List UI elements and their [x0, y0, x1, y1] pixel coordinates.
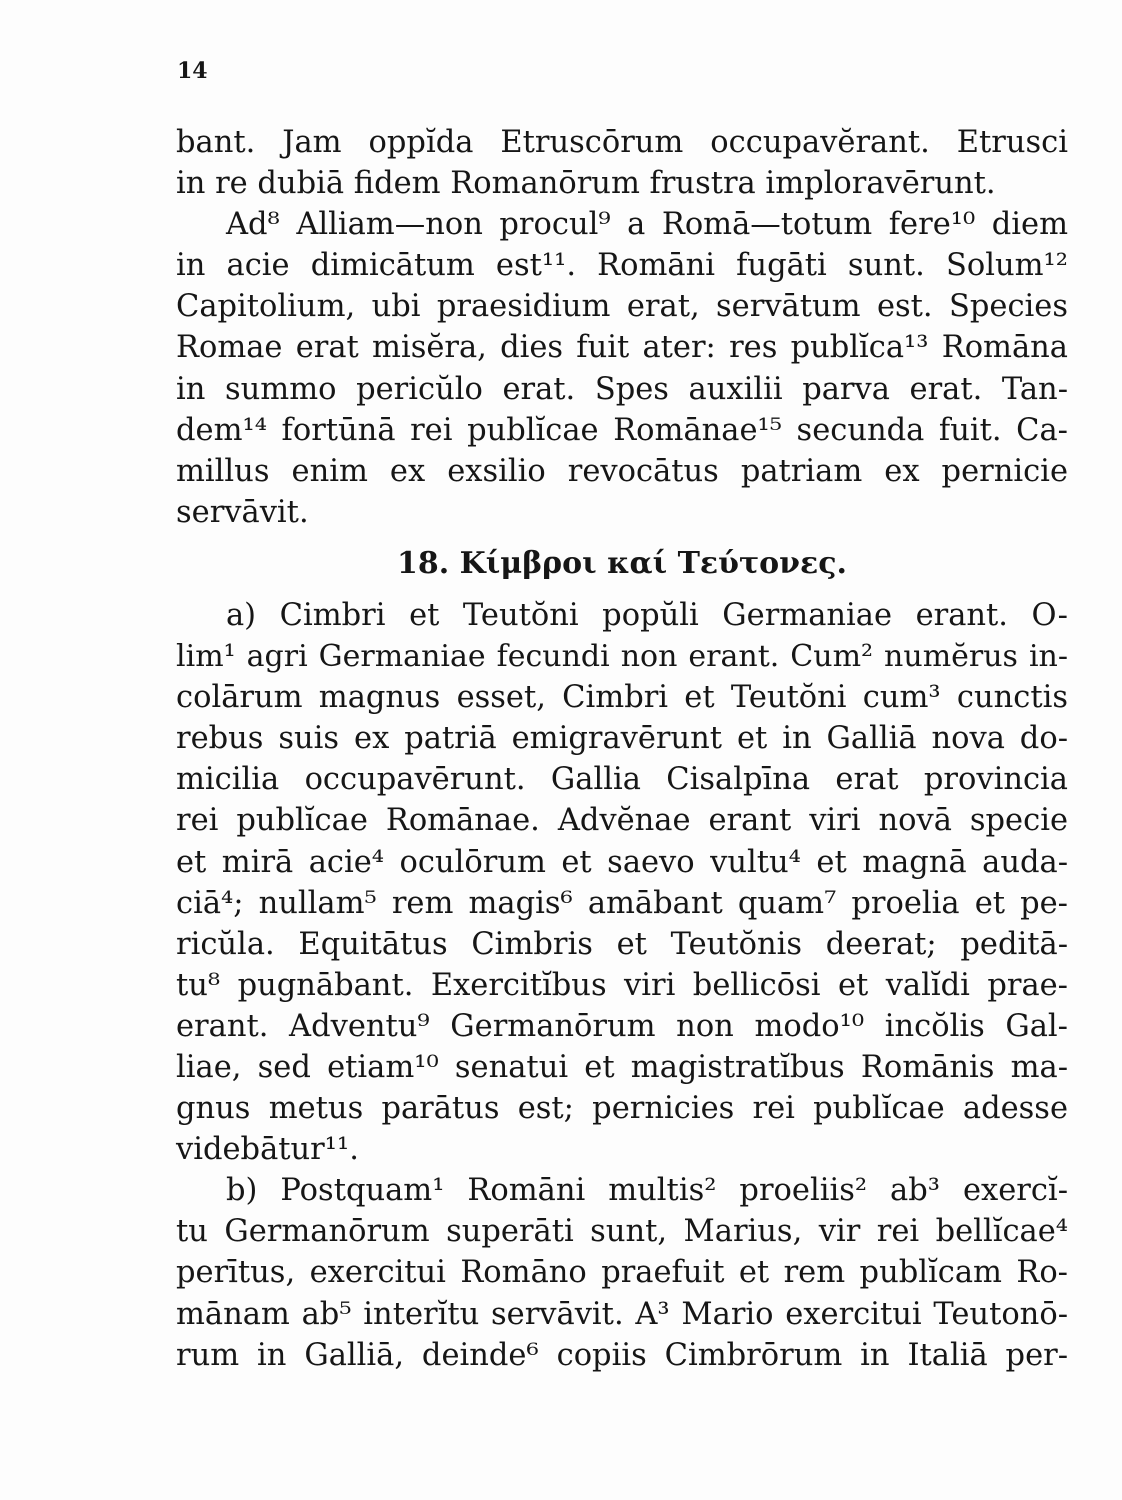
text-line: liae, sed etiam¹⁰ senatui et magistratĭbus Romānis ma-	[176, 1049, 1068, 1085]
text-line: Capitolium, ubi praesidium erat, servātum est. Species	[176, 289, 1068, 325]
text-line: rebus suis ex patriā emigravērunt et in Galliā nova do-	[176, 721, 1068, 757]
text-line: erant. Adventu⁹ Germanōrum non modo¹⁰ incŏlis Gal-	[176, 1008, 1068, 1044]
text-line: Ad⁸ Alliam—non procul⁹ a Romā—totum fere¹⁰ diem	[226, 207, 1068, 243]
text-line: perītus, exercitui Romāno praefuit et rem publĭcam Ro-	[176, 1255, 1068, 1291]
text-line: videbātur¹¹.	[176, 1132, 359, 1168]
section-title: 18. Κίμβροι καί Τεύτονες.	[397, 545, 847, 581]
text-line: micilia occupavērunt. Gallia Cisalpīna erat provincia	[176, 762, 1068, 798]
text-line: rei publĭcae Romānae. Advĕnae erant viri novā specie	[176, 803, 1068, 839]
text-line: lim¹ agri Germaniae fecundi non erant. Cum² numĕrus in-	[176, 639, 1068, 675]
page-number: 14	[177, 58, 208, 84]
paragraph-2	[176, 204, 1068, 533]
text-line: in re dubiā fidem Romanōrum frustra imploravērunt.	[176, 166, 996, 202]
text-line: bant. Jam oppĭda Etruscōrum occupavĕrant. Etrusci	[176, 125, 1068, 160]
paragraph-1	[176, 122, 1068, 204]
paragraph-a	[176, 595, 1068, 1170]
text-line: mānam ab⁵ interĭtu servāvit. A³ Mario exercitui Teutonō-	[176, 1296, 1068, 1332]
text-line: tu⁸ pugnābant. Exercitĭbus viri bellicōsi et valĭdi prae-	[176, 967, 1068, 1003]
text-line: millus enim ex exsilio revocātus patriam ex pernicie	[176, 453, 1068, 489]
text-line: rum in Galliā, deinde⁶ copiis Cimbrōrum in Italiā per-	[176, 1337, 1068, 1373]
text-line: tu Germanōrum superāti sunt, Marius, vir rei bellĭcae⁴	[176, 1214, 1068, 1250]
text-line: colārum magnus esset, Cimbri et Teutŏni cum³ cunctis	[176, 680, 1068, 716]
text-line: gnus metus parātus est; pernicies rei publĭcae adesse	[176, 1091, 1068, 1127]
text-line: ricŭla. Equitātus Cimbris et Teutŏnis deerat; peditā-	[176, 926, 1068, 962]
paragraph-b	[176, 1170, 1068, 1375]
text-line: et mirā acie⁴ oculōrum et saevo vultu⁴ et magnā auda-	[176, 844, 1068, 880]
text-line: a) Cimbri et Teutŏni popŭli Germaniae erant. O-	[226, 597, 1068, 633]
text-line: b) Postquam¹ Romāni multis² proeliis² ab³ exercĭ-	[226, 1173, 1068, 1209]
text-line: in acie dimicātum est¹¹. Romāni fugāti sunt. Solum¹²	[176, 248, 1068, 284]
text-line: dem¹⁴ fortūnā rei publĭcae Romānae¹⁵ secunda fuit. Ca-	[176, 412, 1068, 448]
text-line: in summo pericŭlo erat. Spes auxilii parva erat. Tan-	[176, 371, 1068, 407]
text-line: ciā⁴; nullam⁵ rem magis⁶ amābant quam⁷ proelia et pe-	[176, 885, 1068, 921]
text-line: Romae erat misĕra, dies fuit ater: res publĭca¹³ Romāna	[176, 330, 1068, 366]
body-text	[176, 122, 1068, 1376]
text-line: servāvit.	[176, 494, 309, 530]
